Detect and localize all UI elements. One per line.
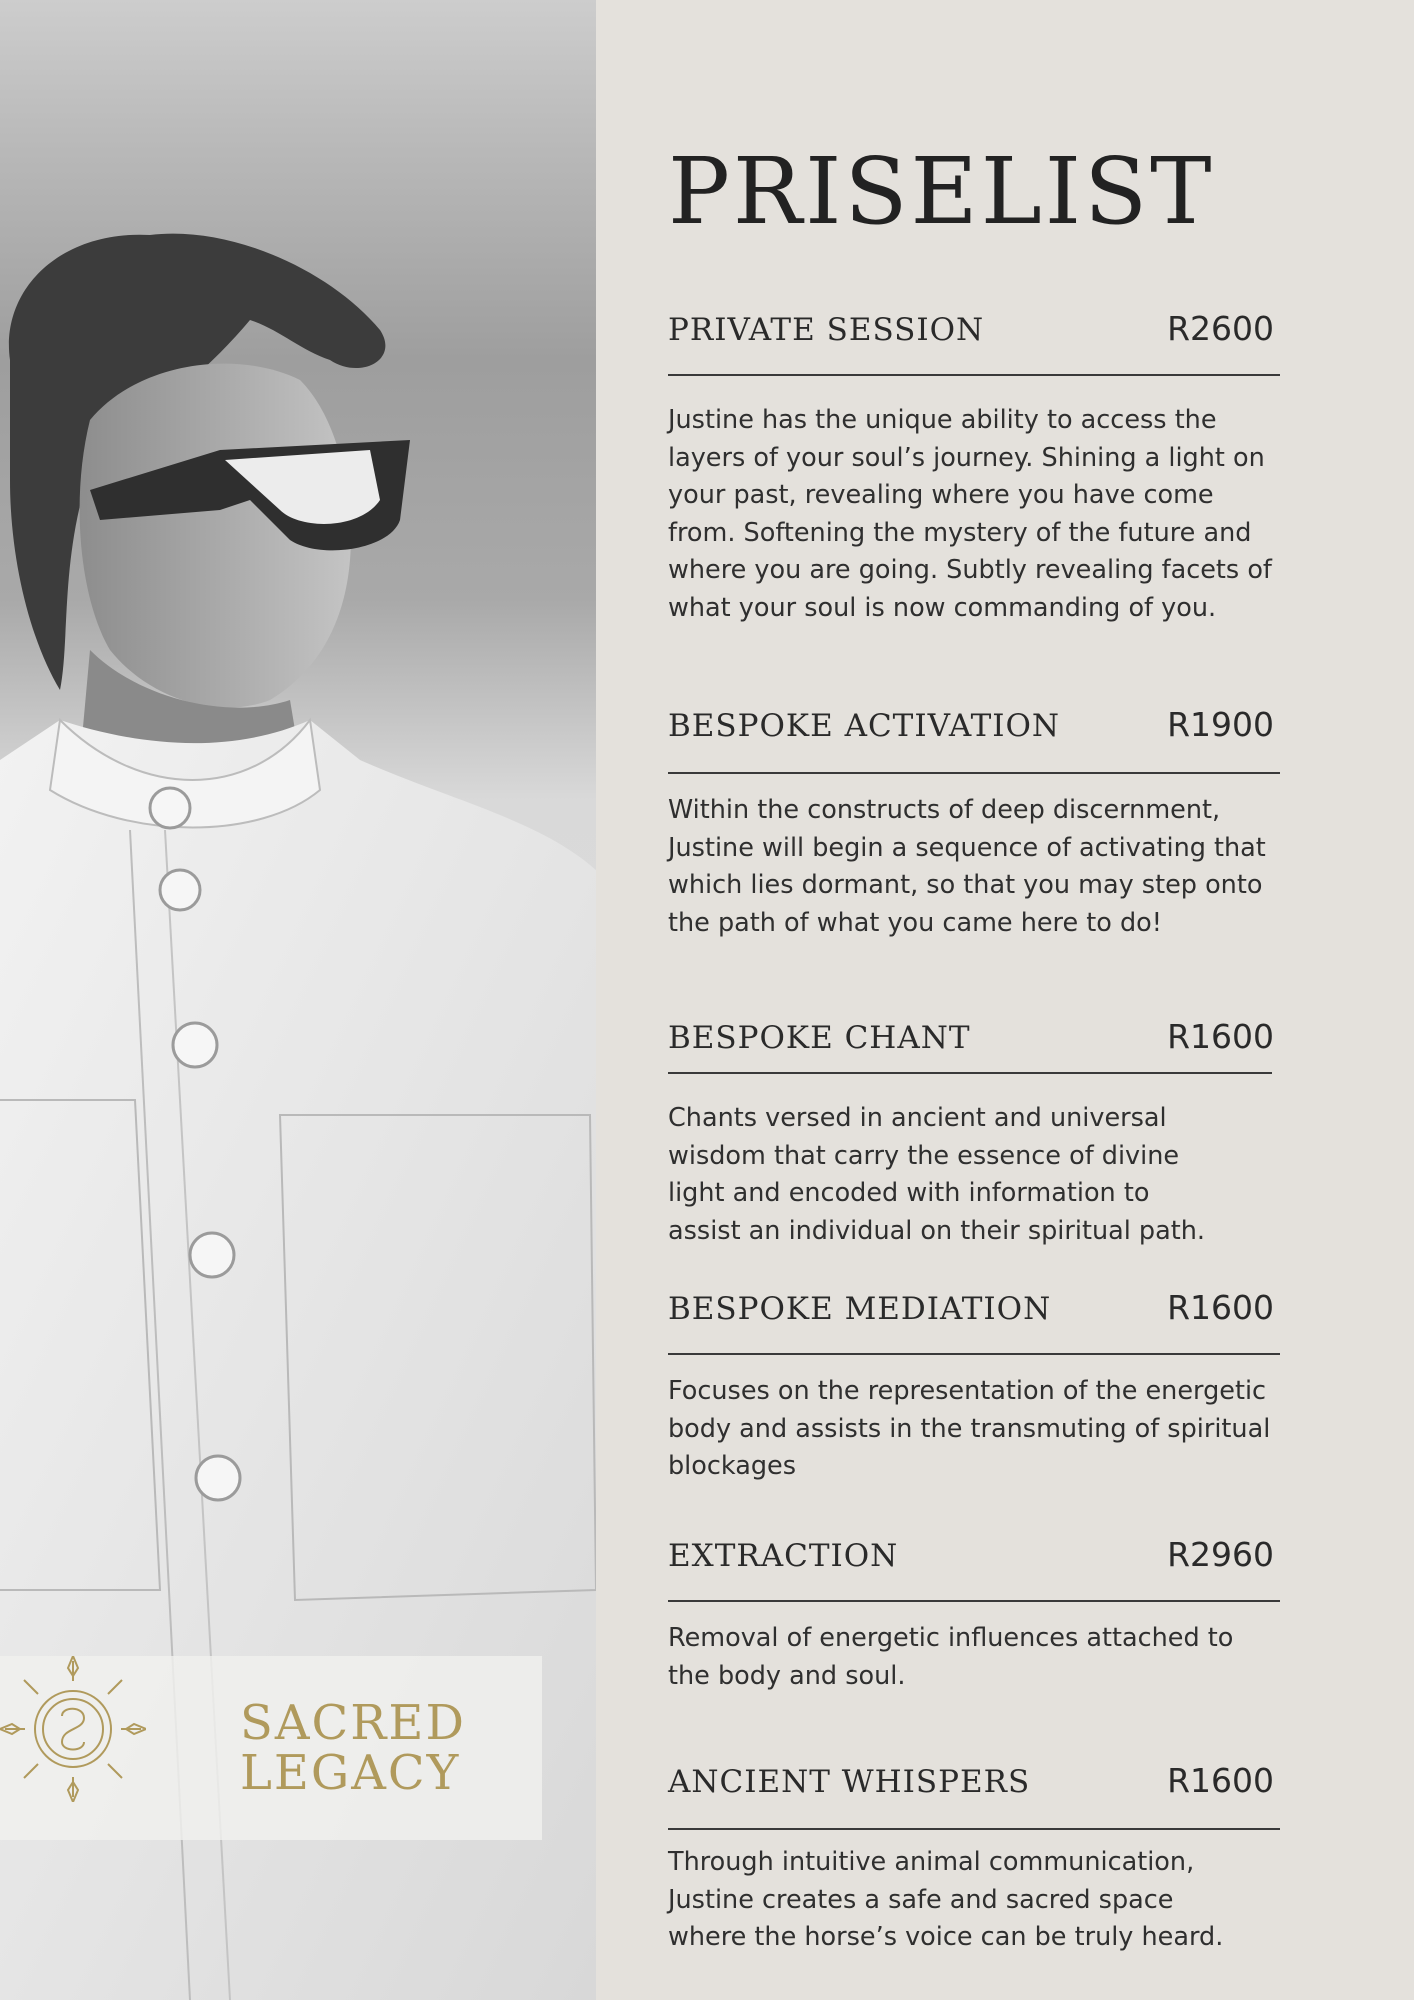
item-price: R1600: [1167, 1017, 1274, 1056]
divider: [668, 1353, 1280, 1355]
item-header: [668, 1536, 1280, 1580]
divider: [668, 772, 1280, 774]
price-item-extraction: [668, 1535, 1280, 1691]
item-description: Through intuitive animal communication, Justine creates a safe and sacred space where the horse’s voice can be truly heard.: [668, 1847, 1224, 1952]
divider: [668, 1072, 1272, 1074]
price-item-bespoke-activation: [668, 705, 1280, 938]
item-name: BESPOKE MEDIATION: [668, 1291, 1052, 1327]
item-price: R1900: [1167, 705, 1274, 744]
logo-panel: [0, 1656, 542, 1840]
item-description: Focuses on the representation of the energetic body and assists in the transmuting of spiritual blockages: [668, 1376, 1271, 1481]
item-price: R2600: [1167, 309, 1274, 348]
item-header: [668, 1018, 1280, 1062]
divider: [668, 374, 1280, 376]
item-description: Justine has the unique ability to access the layers of your soul’s journey. Shining a light on your past, revealing where you have come from. Softening the mystery of the future and where you are going. Subtly revealing facets of what your soul is now commanding of you.: [668, 405, 1272, 623]
item-price: R1600: [1167, 1761, 1274, 1800]
page-title: PRISELIST: [668, 138, 1215, 245]
logo-line-1: SACRED: [240, 1695, 466, 1751]
logo-wordmark: [240, 1695, 466, 1801]
item-header: [668, 1762, 1280, 1806]
item-description: Within the constructs of deep discernment, Justine will begin a sequence of activating that which lies dormant, so that you may step onto the path of what you came here to do!: [668, 795, 1266, 938]
item-name: PRIVATE SESSION: [668, 312, 985, 348]
divider: [668, 1828, 1280, 1830]
item-price: R2960: [1167, 1535, 1274, 1574]
item-header: [668, 310, 1280, 354]
divider: [668, 1600, 1280, 1602]
item-name: ANCIENT WHISPERS: [668, 1764, 1031, 1800]
sacred-legacy-logo-icon: [0, 1656, 146, 1802]
item-description: Removal of energetic influences attached to the body and soul.: [668, 1623, 1234, 1691]
price-item-bespoke-mediation: [668, 1288, 1280, 1481]
price-item-private-session: [668, 309, 1280, 623]
item-name: BESPOKE ACTIVATION: [668, 708, 1061, 744]
logo-line-2: LEGACY: [240, 1745, 461, 1801]
price-item-bespoke-chant: [668, 1017, 1280, 1246]
item-header: [668, 706, 1280, 750]
item-name: EXTRACTION: [668, 1538, 899, 1574]
item-name: BESPOKE CHANT: [668, 1020, 971, 1056]
portrait-photo: [0, 0, 596, 2000]
item-price: R1600: [1167, 1288, 1274, 1327]
item-description: Chants versed in ancient and universal wisdom that carry the essence of divine light and encoded with information to assist an individual on their spiritual path.: [668, 1103, 1205, 1246]
item-header: [668, 1289, 1280, 1333]
price-item-ancient-whispers: [668, 1761, 1280, 1952]
